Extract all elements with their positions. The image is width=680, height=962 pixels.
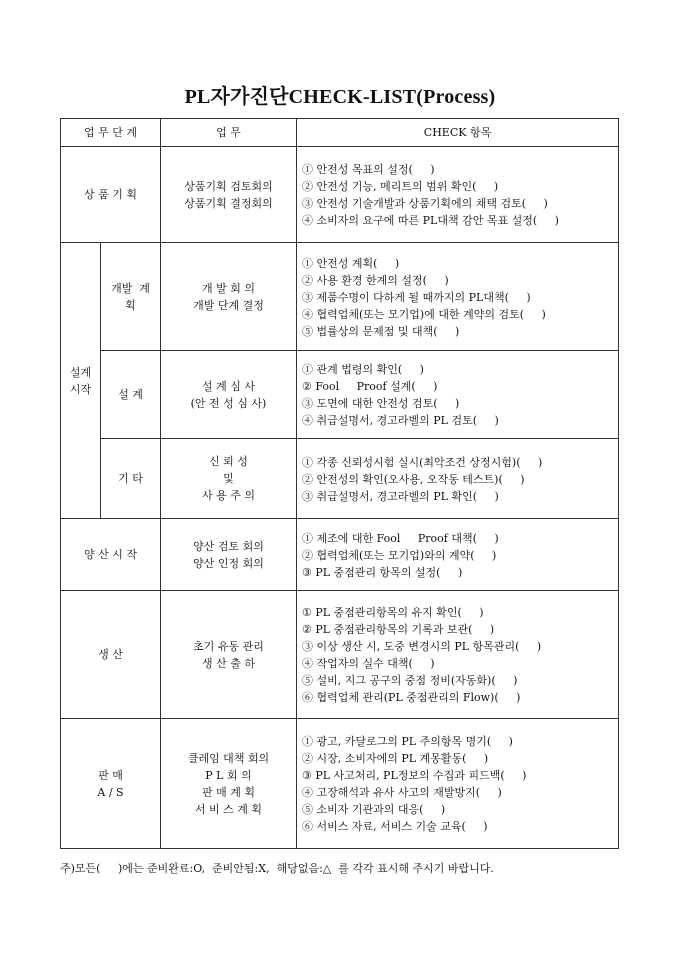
row-design xyxy=(61,351,619,439)
category-mass-production: 양 산 시 작 xyxy=(61,519,161,591)
check-item: ⑤ 법률상의 문제점 및 대책( ) xyxy=(302,324,460,338)
row-sales xyxy=(61,719,619,849)
task-line: 양산 검토 회의 xyxy=(193,539,264,553)
checks-other xyxy=(297,439,619,519)
check-item: ① 관계 법령의 확인( ) xyxy=(302,363,424,376)
category-production: 생 산 xyxy=(61,591,161,719)
task-line: 및 xyxy=(223,472,234,485)
task-line: 서 비 스 계 획 xyxy=(194,802,263,816)
check-item: ③ PL 중점관리 항목의 설정( ) xyxy=(302,565,463,579)
task-line: 생 산 출 하 xyxy=(202,656,255,670)
task-line: 개발 단계 결정 xyxy=(193,298,264,312)
task-line: P L 회 의 xyxy=(205,768,252,782)
category-design-start xyxy=(61,243,101,519)
task-line: 초기 유동 관리 xyxy=(193,639,264,653)
check-item: ② 사용 환경 한계의 설정( ) xyxy=(302,273,449,287)
task-mass-production xyxy=(161,519,297,591)
task-line: 사 용 주 의 xyxy=(202,489,255,502)
group-label-line: 설계 xyxy=(69,365,92,379)
check-item: ② PL 중점관리항목의 기록과 보관( ) xyxy=(302,623,495,636)
category-sales xyxy=(61,719,161,849)
check-item: ③ 취급설명서, 경고라벨의 PL 확인( ) xyxy=(302,489,499,503)
checklist-table xyxy=(60,118,619,849)
check-item: ③ 제품수명이 다하게 될 때까지의 PL대책( ) xyxy=(302,290,531,304)
subcategory-line: 획 xyxy=(125,298,136,312)
task-other xyxy=(161,439,297,519)
check-item: ③ PL 사고처리, PL정보의 수집과 피드백( ) xyxy=(302,769,527,782)
row-production xyxy=(61,591,619,719)
task-line: 상품기획 결정회의 xyxy=(184,196,273,210)
check-item: ③ 도면에 대한 안전성 검토( ) xyxy=(302,397,460,410)
check-item: ① 안전성 계획( ) xyxy=(302,256,400,270)
task-line: 양산 인정 회의 xyxy=(193,556,264,570)
header-row xyxy=(61,119,619,147)
row-other xyxy=(61,439,619,519)
header-check: CHECK 항목 xyxy=(297,119,619,147)
check-item: ③ 이상 생산 시, 도중 변경시의 PL 항목관리( ) xyxy=(302,640,542,653)
check-item: ⑥ 협력업체 관리(PL 중점관리의 Flow)( ) xyxy=(302,691,521,704)
page-title: PL자가진단CHECK-LIST(Process) xyxy=(184,86,496,108)
category-product-planning: 상 품 기 획 xyxy=(61,147,161,243)
header-stage: 업 무 단 계 xyxy=(61,119,161,147)
checks-sales xyxy=(297,719,619,849)
task-production xyxy=(161,591,297,719)
group-label-line: 시작 xyxy=(69,382,92,396)
check-item: ④ 협력업체(또는 모기업)에 대한 계약의 검토( ) xyxy=(302,307,546,321)
checks-development xyxy=(297,243,619,351)
task-line: 설 계 심 사 xyxy=(202,379,255,393)
row-mass-production xyxy=(61,519,619,591)
subcategory-development xyxy=(101,243,161,351)
check-item: ① 제조에 대한 Fool Proof 대책( ) xyxy=(302,531,499,545)
checks-design xyxy=(297,351,619,439)
check-item: ① 광고, 카달로그의 PL 주의항목 명기( ) xyxy=(302,735,513,748)
check-item: ④ 고장해석과 유사 사고의 재발방지( ) xyxy=(302,786,502,799)
task-design xyxy=(161,351,297,439)
task-line: 클레임 대책 회의 xyxy=(187,751,270,765)
check-item: ④ 소비자의 요구에 따른 PL대책 감안 목표 설정( ) xyxy=(302,214,559,227)
row-development xyxy=(61,243,619,351)
check-item: ② 협력업체(또는 모기업)와의 계약( ) xyxy=(302,548,497,562)
task-line: 신 뢰 성 xyxy=(209,455,248,468)
task-line: (안 전 성 심 사) xyxy=(190,396,267,410)
checks-production xyxy=(297,591,619,719)
check-item: ④ 취급설명서, 경고라벨의 PL 검토( ) xyxy=(302,414,499,427)
subcategory-other: 기 타 xyxy=(101,439,161,519)
task-line: 상품기획 검토회의 xyxy=(184,179,273,193)
check-item: ① PL 중점관리항목의 유지 확인( ) xyxy=(302,606,484,619)
subcategory-design: 설 계 xyxy=(101,351,161,439)
checks-product-planning xyxy=(297,147,619,243)
check-item: ⑥ 서비스 자료, 서비스 기술 교육( ) xyxy=(302,820,488,833)
check-item: ④ 작업자의 실수 대책( ) xyxy=(302,657,435,670)
footnote: 주)모든( )에는 준비완료:O, 준비안됨:X, 해당없음:△ 를 각각 표시해 주시기 바랍니다. xyxy=(60,862,494,875)
category-line: A / S xyxy=(97,785,124,799)
task-line: 개 발 회 의 xyxy=(202,281,255,295)
checks-mass-production xyxy=(297,519,619,591)
check-item: ① 각종 신뢰성시험 실시(최악조건 상정시험)( ) xyxy=(302,455,543,469)
task-development xyxy=(161,243,297,351)
check-item: ② 시장, 소비자에의 PL 계몽활동( ) xyxy=(302,752,489,765)
check-item: ① 안전성 목표의 설정( ) xyxy=(302,163,435,176)
header-task: 업 무 xyxy=(161,119,297,147)
check-item: ② Fool Proof 설계( ) xyxy=(302,380,438,393)
task-line: 판 매 계 획 xyxy=(202,785,255,799)
check-item: ② 안전성의 확인(오사용, 오작동 테스트)( ) xyxy=(302,472,525,486)
check-item: ② 안전성 기능, 메리트의 범위 확인( ) xyxy=(302,180,499,193)
task-product-planning xyxy=(161,147,297,243)
category-line: 판 매 xyxy=(98,768,123,782)
row-product-planning xyxy=(61,147,619,243)
task-sales xyxy=(161,719,297,849)
check-item: ⑤ 소비자 기관과의 대응( ) xyxy=(302,803,446,816)
subcategory-line: 개발 계 xyxy=(111,281,150,295)
check-item: ⑤ 설비, 지그 공구의 중점 정비(자동화)( ) xyxy=(302,674,518,687)
check-item: ③ 안전성 기술개발과 상품기획에의 채택 검토( ) xyxy=(302,197,548,210)
